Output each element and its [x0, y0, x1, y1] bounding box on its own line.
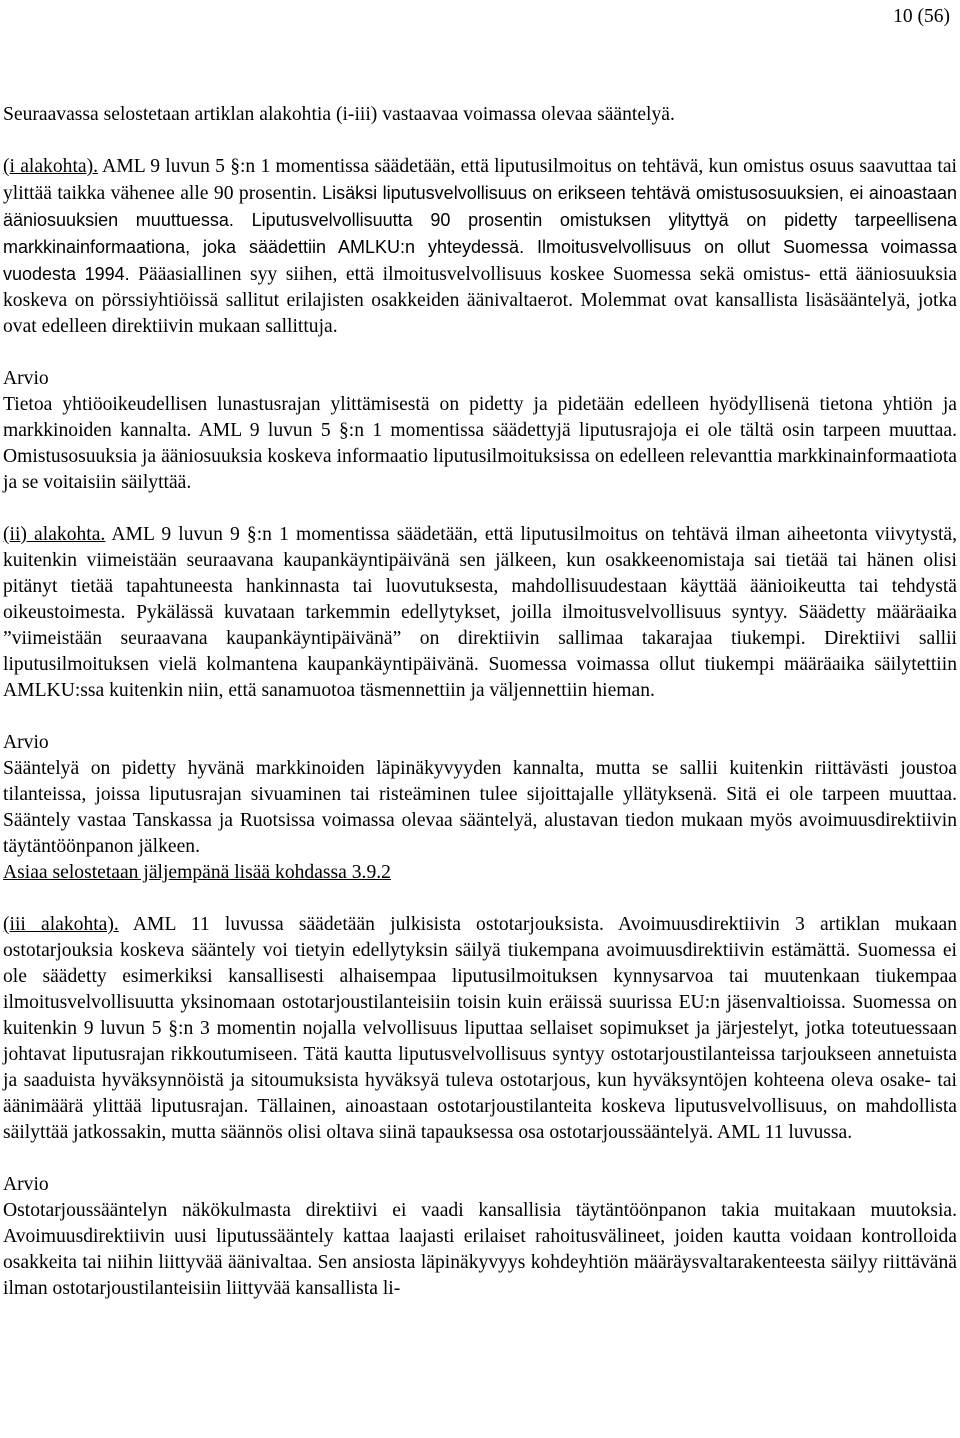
intro-paragraph: Seuraavassa selostetaan artiklan alakohtia (i-iii) vastaavaa voimassa olevaa sääntelyä.: [3, 104, 675, 125]
section-ii-paragraph: [3, 522, 957, 704]
section-iii-paragraph: [3, 912, 957, 1146]
arvio-2-block: [3, 730, 957, 886]
arvio-1-heading: Arvio: [3, 368, 49, 389]
section-i-text-2: Lisäksi liputusvelvollisuus on erikseen tehtävä omistusosuuksien, ei ainoastaan ääniosuuksien muuttuessa. Liputusvelvollisuutta 90 prosentin omistuksen ylityttyä on pidetty tarpeellisena markkinainformaationa, joka säädettiin AMLKU:n yhteydessä. Ilmoitusvelvollisuus on ollut Suomessa voimassa vuodesta 1994.: [3, 183, 957, 284]
arvio-3-heading: Arvio: [3, 1174, 49, 1195]
arvio-3-text: Ostotarjoussääntelyn näkökulmasta direktiivi ei vaadi kansallisia täytäntöönpanon takia muitakaan muutoksia. Avoimuusdirektiivin uusi liputussääntely kattaa laajasti erilaiset rahoitusvälineet, joiden kautta voidaan kontrolloida osakkeita tai niihin liittyvää äänivaltaa. Sen ansiosta läpinäkyvyys kohdeyhtiön määräysvaltarakenteesta säilyy riittävänä ilman ostotarjoustilanteisiin liittyvää kansallista li-: [3, 1200, 957, 1299]
arvio-2-reference: Asiaa selostetaan jäljempänä lisää kohdassa 3.9.2: [3, 862, 391, 883]
section-ii-label: (ii) alakohta.: [3, 524, 106, 545]
section-i-paragraph: [3, 154, 957, 340]
section-iii-label: (iii alakohta).: [3, 914, 119, 935]
section-i-label: (i alakohta).: [3, 156, 99, 177]
arvio-2-text: Sääntelyä on pidetty hyvänä markkinoiden läpinäkyvyyden kannalta, mutta se sallii kuitenkin riittävästi joustoa tilanteissa, joissa liputusrajan sivuaminen tai risteäminen tulee sijoittajalle yllätyksenä. Sitä ei ole tarpeen muuttaa. Sääntely vastaa Tanskassa ja Ruotsissa voimassa olevaa sääntelyä, alustavan tiedon mukaan myös avoimuusdirektiivin täytäntöönpanon jälkeen.: [3, 758, 957, 857]
arvio-2-heading: Arvio: [3, 732, 49, 753]
document-body: [3, 102, 957, 1302]
arvio-1-text: Tietoa yhtiöoikeudellisen lunastusrajan ylittämisestä on pidetty ja pidetään edelleen hyödyllisenä tietona yhtiön ja markkinoiden kannalta. AML 9 luvun 5 §:n 1 momentissa säädettyjä liputusrajoja ei ole tältä osin tarpeen muuttaa. Omistusosuuksia ja ääniosuuksia koskeva informaatio liputusilmoituksissa on edelleen relevanttia markkinainformaatiota ja se voitaisiin säilyttää.: [3, 394, 957, 493]
section-ii-text: AML 9 luvun 9 §:n 1 momentissa säädetään, että liputusilmoitus on tehtävä ilman aiheetonta viivytystä, kuitenkin viimeistään seuraavana kaupankäyntipäivänä sen jälkeen, kun osakkeenomistaja sai tietää tai hänen olisi pitänyt tietää tapahtuneesta hankinnasta tai luovutuksesta, mahdollisuudestaan käyttää äänioikeutta tai tehdystä oikeustoimesta. Pykälässä kuvataan tarkemmin edellytykset, joilla ilmoitusvelvollisuus syntyy. Säädetty määräaika ”viimeistään seuraavana kaupankäyntipäivänä” on direktiivin sallimaa takarajaa tiukempi. Direktiivi sallii liputusilmoituksen vielä kolmantena kaupankäyntipäivänä. Suomessa voimassa ollut tiukempi määräaika säilytettiin AMLKU:ssa kuitenkin niin, että sanamuotoa täsmennettiin ja väljennettiin hieman.: [3, 524, 958, 701]
section-i-text-1: AML 9 luvun 5 §:n 1 momentissa säädetään, että liputusilmoitus on tehtävä, kun omistus osuus saavuttaa tai ylittää taikka vähenee alle 90 prosentin.: [3, 156, 957, 204]
arvio-1-block: [3, 366, 957, 496]
section-i-text-3: Pääasiallinen syy siihen, että ilmoitusvelvollisuus koskee Suomessa sekä omistus- että ääniosuuksia koskeva on pörssiyhtiöissä sallitut erilajisten osakkeiden äänivaltaerot. Molemmat ovat kansallista lisäsääntelyä, jotka ovat edelleen direktiivin mukaan sallittuja.: [3, 264, 957, 337]
section-iii-text: AML 11 luvussa säädetään julkisista ostotarjouksista. Avoimuusdirektiivin 3 artiklan mukaan ostotarjouksia koskeva sääntely voi tietyin edellytyksin säilyä tiukempana avoimuusdirektiivin estämättä. Suomessa ei ole säädetty esimerkiksi kansallisesti alhaisempaa liputusilmoituksen kynnysarvoa tai muutenkaan tiukempaa ilmoitusvelvollisuutta yksinomaan ostotarjoustilanteisiin toisin kuin eräissä suurissa EU:n jäsenvaltioissa. Suomessa on kuitenkin 9 luvun 5 §:n 3 momentin nojalla velvollisuus liputtaa sellaiset sopimukset ja järjestelyt, jotka toteutuessaan johtavat liputusrajan rikkoutumiseen. Tätä kautta liputusvelvollisuus syntyy ostotarjoustilanteissa tarjoukseen annetuista ja saaduista hyväksynnöistä ja sitoumuksista hyväksyä tuleva ostotarjous, kun hyväksyntöjen kohteena oleva osake- tai äänimäärä ylittää liputusrajan. Tällainen, ainoastaan ostotarjoustilanteita koskeva liputusvelvollisuus, on mahdollista säilyttää jatkossakin, mutta säännös olisi oltava siinä tapauksessa osa ostotarjoussääntelyä. AML 11 luvussa.: [3, 914, 957, 1143]
page-number: 10 (56): [893, 6, 950, 27]
arvio-3-block: [3, 1172, 957, 1302]
